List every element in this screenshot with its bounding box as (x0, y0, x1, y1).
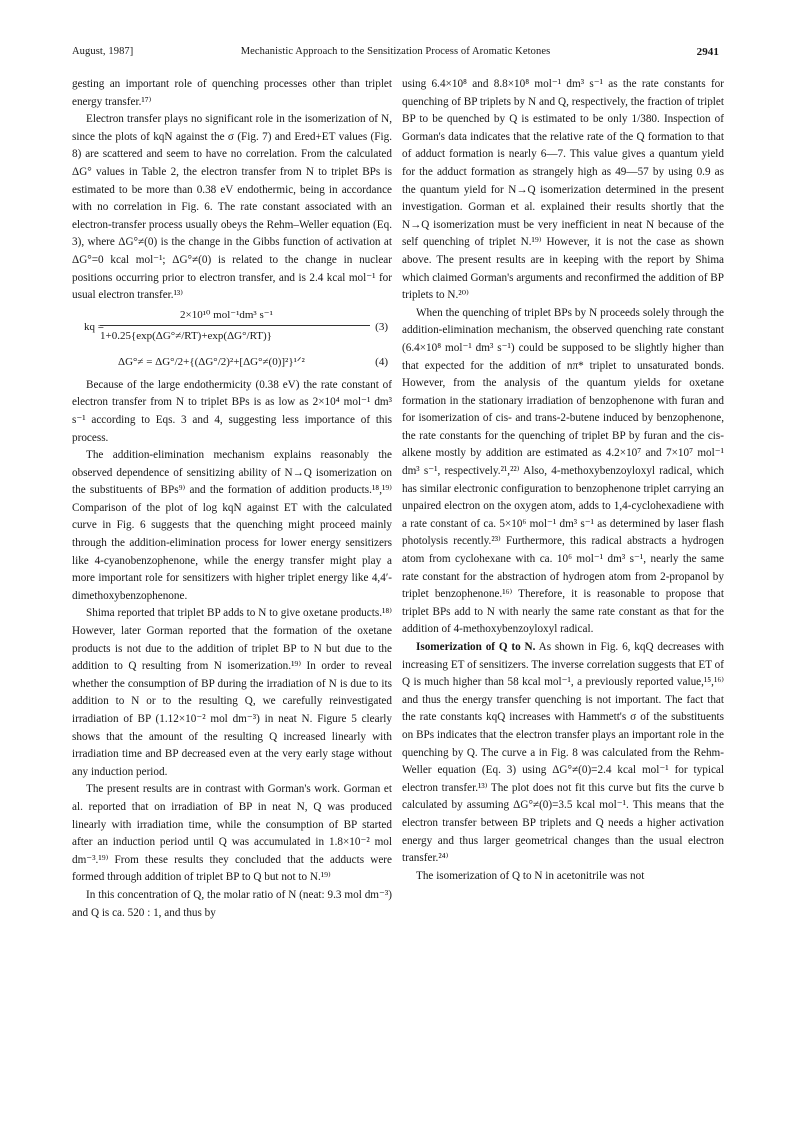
paragraph: When the quenching of triplet BPs by N proceeds solely through the addition-elimination mechanism, the observed quenching rate constant (6.4×10⁸ mol⁻¹ dm³ s⁻¹) could be supposed to be slightly higher than that expected for the addition of nπ* triplet to unsaturated bonds. However, from the analysis of the quantum yields for oxetane formation in the stationary irradiation of benzophenone with furan and for isomerization of cis- and trans-2-butene induced by benzophenone, the rate constants for the quenching of triplet BP by furan and the cis-alkene mostly by addition are estimated as 4.2×10⁷ and 7×10⁷ mol⁻¹ dm³ s⁻¹, respectively.²¹,²²⁾ Also, 4-methoxybenzoyloxyl radical, which has similar electronic configuration to benzophenone triplet carrying an unpaired electron on the oxygen atom, adds to 1,4-cyclohexadiene with a rate constant of ca. 5×10⁶ mol⁻¹ dm³ s⁻¹ as determined by laser flash photolysis recently.²³⁾ Furthermore, this radical abstracts a hydrogen atom from cyclohexane with ca. 10⁶ mol⁻¹ dm³ s⁻¹, nearly the same rate constant for the abstraction of hydrogen atom from 2-propanol by triplet benzophenone.¹⁶⁾ Therefore, it is reasonable to propose that triplet BPs add to N with nearly the same rate constant as that for the addition of 4-methoxybenzoyloxyl radical. (402, 306, 724, 636)
paragraph: The isomerization of Q to N in acetonitrile was not (416, 869, 645, 882)
equation-4 (72, 351, 392, 375)
equation-number: (3) (375, 320, 388, 333)
paragraph: Electron transfer plays no significant role in the isomerization of N, since the plots of kqN against the σ (Fig. 7) and Ered+ET values (Fig. 8) are scattered and seem to have no correlation. From the calculated ΔG° values in Table 2, the electron transfer from N to triplet BPs is estimated to be more than 0.38 eV endothermic, being in accordance with no correlation in Fig. 6. The rate constant associated with an electron-transfer process usually obeys the Rehm–Weller equation (Eq. 3), where ΔG°≠(0) is the change in the Gibbs function of activation at ΔG°=0 kcal mol⁻¹; ΔG°≠(0) is related to the change in nuclear positions occurring prior to electron transfer, and is 2.4 kcal mol⁻¹ for usual electron transfer.¹³⁾ (72, 113, 392, 302)
paragraph: In this concentration of Q, the molar ratio of N (neat: 9.3 mol dm⁻³) and Q is ca. 520 : 1, and thus by (72, 888, 392, 919)
fraction-bar (100, 325, 370, 326)
paragraph (402, 639, 724, 868)
paragraph: The addition-elimination mechanism explains reasonably the observed dependence of sensitizing ability of N→Q isomerization on the substituents of BPs⁹⁾ and the formation of addition products.¹⁸,¹⁹⁾ Comparison of the plot of log kqN against ET with the calculated curve in Fig. 6 suggests that the quenching might proceed mainly through the addition-elimination process for lower energy sensitizers like 4-cyanobenzophenone, while the energy transfer might play a more important role for sensitizers with higher triplet energy like 4,4′-dimethoxybenzophenone. (72, 449, 392, 602)
header-date: August, 1987] (72, 46, 134, 57)
paragraph: using 6.4×10⁸ and 8.8×10⁸ mol⁻¹ dm³ s⁻¹ as the rate constants for quenching of BP triplets by N and Q, respectively, the fraction of triplet BP to be quenched by Q is estimated to be only 1/380. Inspection of Gorman's data indicates that the relative rate of the Q formation to that of adduct formation is nearly 6—7. This value gives a quantum yield for the adduct formation as strangely high as 49—57 by using 0.9 as the quantum yield for N→Q isomerization determined in the present investigation. Gorman et al. explained their results shortly that the N→Q isomerization must be very inefficient in neat N because of the self quenching of triplet N.¹⁹⁾ However, it is not the case as shown above. The present results are in keeping with the report by Shima which claimed Gorman's arguments and reconfirmed the addition of BP triplets to N.²⁰⁾ (402, 78, 724, 302)
paragraph-body: As shown in Fig. 6, kqQ decreases with increasing ET of sensitizers. The inverse correlation suggests that ET of Q is much higher than 58 kcal mol⁻¹, a previously reported value,¹⁵,¹⁶⁾ and thus the energy transfer quenching is not important. The fact that the rate constants kqQ increases with Hammett's σ of the substituents on BPs indicates that the electron transfer plays an important role in the quenching by Q. The curve a in Fig. 8 was calculated from the Rehm-Weller equation (Eq. 3) using ΔG°≠(0)=2.4 kcal mol⁻¹ for typical electron transfer.¹³⁾ The plot does not fit this curve but fits the curve b calculated by assuming ΔG°≠(0)=3.5 kcal mol⁻¹. This means that the electron transfer between BP triplets and Q needs a higher activation energy and thus larger geometrical changes than the usual electron transfer.²⁴⁾ (402, 641, 724, 865)
right-column (402, 76, 724, 885)
paragraph: Because of the large endothermicity (0.38 eV) the rate constant of electron transfer from N to triplet BPs is as low as 2×10⁴ mol⁻¹ dm³ s⁻¹ according to Eqs. 3 and 4, suggesting less importance of this process. (72, 378, 392, 444)
equation-lhs: kq = (84, 320, 104, 333)
equation-3 (72, 307, 392, 347)
paragraph: The present results are in contrast with Gorman's work. Gorman et al. reported that on irradiation of BP in neat N, Q was produced linearly with irradiation time, while the consumption of BP started after an induction period until Q was accumulated in 1.8×10⁻² mol dm⁻³.¹⁹⁾ From these results they concluded that the adducts were formed through addition of triplet BP to Q but not to N.¹⁹⁾ (72, 783, 392, 884)
equation-numerator: 2×10¹⁰ mol⁻¹dm³ s⁻¹ (180, 308, 273, 321)
running-header (72, 44, 719, 60)
header-title: Mechanistic Approach to the Sensitization Process of Aromatic Ketones (240, 46, 551, 57)
paragraph: Shima reported that triplet BP adds to N to give oxetane products.¹⁸⁾ However, later Gorman reported that the formation of the oxetane products is not due to the addition of triplet BP to N but due to the addition to Q resulting from N isomerization.¹⁹⁾ In order to reveal whether the consumption of BP during the irradiation of N is due to its addition to N or to the resulting Q, we carefully reinvestigated irradiation of BP (1.12×10⁻² mol dm⁻³) in neat N. Figure 5 clearly shows that the amount of the resulting Q increased linearly with irradiation time and BP decreased even at the very early stage without any induction period. (72, 607, 392, 778)
section-heading: Isomerization of Q to N. (416, 641, 536, 653)
equation-number: (4) (375, 355, 388, 368)
left-column (72, 76, 392, 922)
paragraph: gesting an important role of quenching processes other than triplet energy transfer.¹⁷⁾ (72, 78, 392, 108)
page-number: 2941 (696, 46, 719, 58)
equation-expression: ΔG°≠ = ΔG°/2+{(ΔG°/2)²+[ΔG°≠(0)]²}¹ᐟ² (118, 355, 305, 368)
equation-denominator: 1+0.25{exp(ΔG°≠/RT)+exp(ΔG°/RT)} (100, 329, 272, 342)
